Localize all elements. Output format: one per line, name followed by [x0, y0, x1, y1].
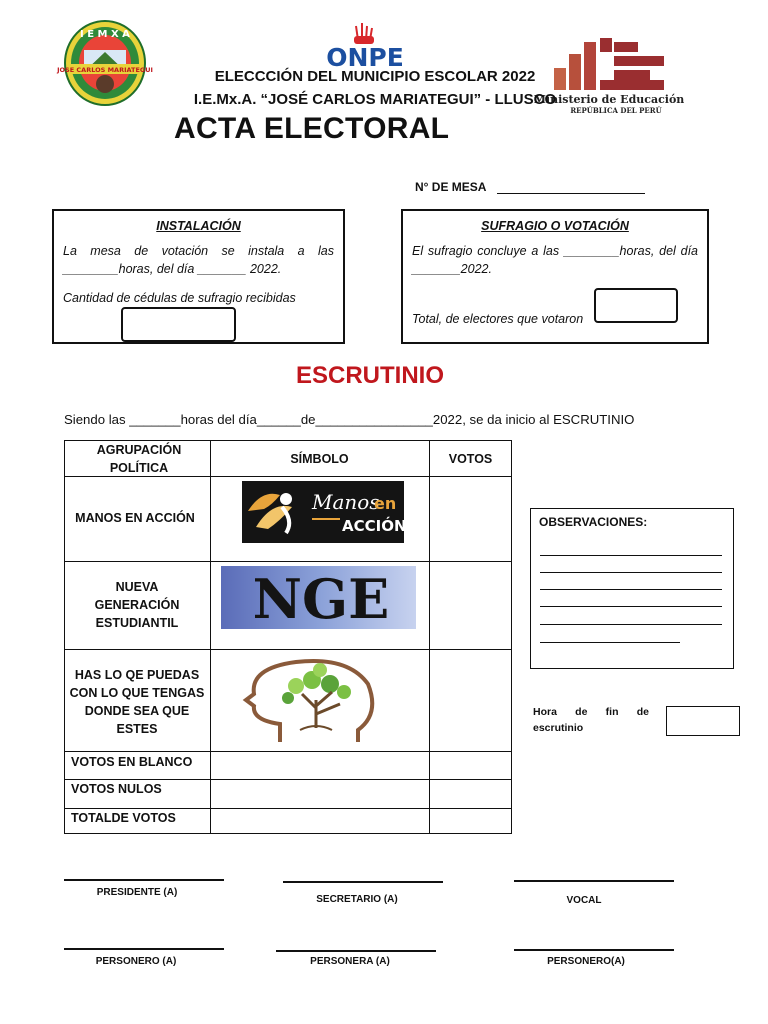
votes-cell-nge[interactable] — [430, 562, 512, 649]
scrutiny-title: ESCRUTINIO — [296, 362, 445, 389]
signature-line-president[interactable] — [64, 879, 224, 881]
installation-title: INSTALACIÓN — [156, 219, 241, 233]
election-title: ELECCCIÓN DEL MUNICIPIO ESCOLAR 2022 — [214, 68, 536, 85]
total-voters-field[interactable] — [594, 288, 678, 323]
minedu-logo-line2: REPÚBLICA DEL PERÚ — [570, 106, 662, 115]
voting-title: SUFRAGIO O VOTACIÓN — [481, 219, 629, 233]
party-name-manos: MANOS EN ACCIÓN — [75, 511, 195, 525]
school-crest-logo — [57, 20, 153, 106]
school-logo-bottom-text: JOSE CARLOS MARIATEGUI — [57, 66, 153, 74]
document-title: ACTA ELECTORAL — [174, 112, 450, 145]
school-name: I.E.Mx.A. “JOSÉ CARLOS MARIATEGUI” - LLUSCO — [193, 91, 557, 108]
party-name-has-lo: HAS LO QE PUEDAS CON LO QUE TENGAS DONDE SEA QUE ESTES — [69, 668, 205, 736]
votes-cell-total[interactable] — [430, 809, 512, 834]
personera-label: PERSONERA (A) — [310, 956, 390, 967]
observations-box[interactable] — [530, 508, 734, 669]
observation-line — [540, 572, 722, 573]
personero-2-label: PERSONERO(A) — [547, 956, 625, 967]
observations-label: OBSERVACIONES: — [539, 515, 648, 529]
end-time-field[interactable] — [666, 706, 740, 736]
observation-line — [540, 624, 722, 625]
end-time-label: Hora de fin de escrutinio — [533, 706, 649, 734]
signature-line-vocal[interactable] — [514, 880, 674, 882]
signature-line-personero-1[interactable] — [64, 948, 224, 950]
nueva-generacion-logo — [221, 566, 416, 629]
personero-1-label: PERSONERO (A) — [95, 956, 177, 967]
scrutiny-intro-text: Siendo las _______horas del día______de________________2022, se da inicio al ESCRUTINIO — [64, 412, 635, 427]
party-name-nge: NUEVA GENERACIÓN ESTUDIANTIL — [94, 580, 180, 630]
observation-line — [540, 555, 722, 556]
president-label: PRESIDENTE (A) — [96, 887, 178, 898]
total-voters-label: Total, de electores que votaron — [412, 312, 584, 326]
manos-logo-text-b: en — [374, 494, 397, 513]
mesa-number-label: N° DE MESA — [415, 180, 487, 194]
header-symbol: SÍMBOLO — [290, 452, 349, 466]
results-table — [64, 440, 512, 834]
votes-cell-manos[interactable] — [430, 477, 512, 561]
secretary-label: SECRETARIO (A) — [316, 894, 398, 905]
vocal-label: VOCAL — [566, 895, 602, 906]
signature-line-personero-2[interactable] — [514, 949, 674, 951]
observation-line — [540, 606, 722, 607]
signature-line-personera[interactable] — [276, 950, 436, 952]
manos-en-accion-logo — [242, 481, 407, 543]
voting-box — [401, 209, 709, 344]
nge-logo-text: NGE — [252, 567, 390, 631]
blank-votes-label: VOTOS EN BLANCO — [71, 755, 193, 769]
manos-logo-text-a: Manos — [312, 490, 380, 514]
voting-text: El sufragio concluye a las ________horas, del día _______2022. — [412, 244, 698, 276]
school-logo-top-text: I E M X A — [80, 29, 130, 40]
null-votes-label: VOTOS NULOS — [71, 782, 162, 796]
votes-cell-null[interactable] — [430, 780, 512, 808]
manos-logo-text-c: ACCIÓN — [342, 517, 407, 535]
ballots-received-field[interactable] — [121, 307, 236, 342]
observation-line — [540, 589, 722, 590]
mesa-number-field[interactable] — [497, 193, 645, 194]
onpe-logo — [320, 20, 410, 70]
header-political-group: AGRUPACIÓN POLÍTICA — [96, 443, 182, 475]
installation-text: La mesa de votación se instala a las ________horas, del día _______ 2022. — [63, 244, 334, 276]
installation-box — [52, 209, 345, 344]
onpe-logo-text: ONPE — [326, 43, 404, 72]
votes-cell-blank[interactable] — [430, 752, 512, 779]
votes-cell-has-lo[interactable] — [430, 650, 512, 751]
signature-line-secretary[interactable] — [283, 881, 443, 883]
minedu-logo-line1: Ministerio de Educación — [533, 93, 685, 106]
tree-head-logo — [240, 654, 386, 749]
ballots-received-label: Cantidad de cédulas de sufragio recibidas — [63, 291, 296, 305]
header-votes: VOTOS — [448, 452, 493, 466]
total-votes-label: TOTALDE VOTOS — [71, 811, 176, 825]
observation-line — [540, 642, 680, 643]
